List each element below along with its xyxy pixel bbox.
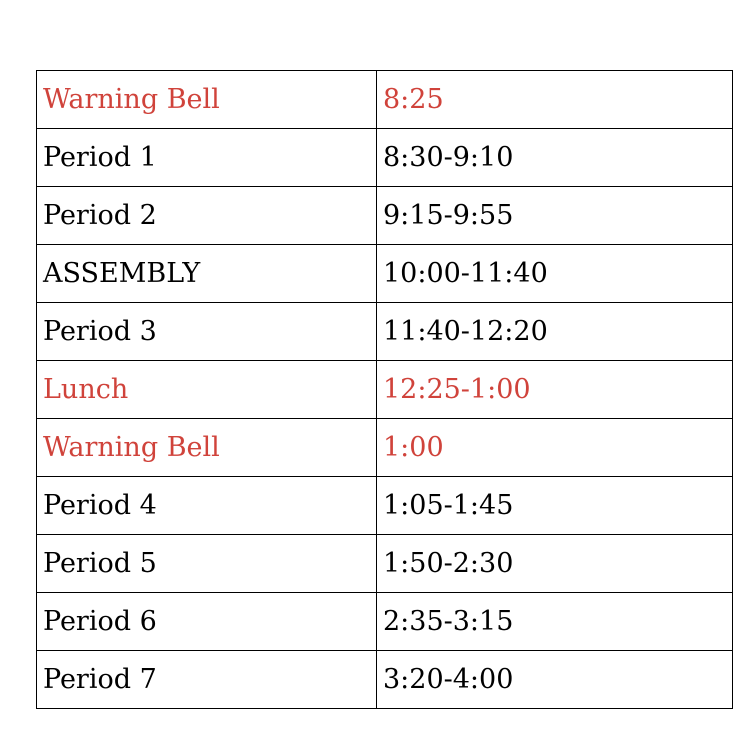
period-name-cell: Lunch	[37, 361, 377, 419]
table-row	[37, 129, 733, 187]
period-time-cell: 11:40-12:20	[377, 303, 733, 361]
period-time-cell: 9:15-9:55	[377, 187, 733, 245]
period-name-cell: Period 3	[37, 303, 377, 361]
schedule-body	[37, 71, 733, 709]
period-name-cell: Period 7	[37, 651, 377, 709]
table-row	[37, 593, 733, 651]
table-row	[37, 651, 733, 709]
period-name-cell: Warning Bell	[37, 71, 377, 129]
period-time-cell: 1:50-2:30	[377, 535, 733, 593]
period-name-cell: Period 6	[37, 593, 377, 651]
table-row	[37, 361, 733, 419]
period-name-cell: Period 1	[37, 129, 377, 187]
period-name-cell: Period 2	[37, 187, 377, 245]
period-name-cell: Period 4	[37, 477, 377, 535]
period-time-cell: 8:25	[377, 71, 733, 129]
table-row	[37, 477, 733, 535]
period-time-cell: 3:20-4:00	[377, 651, 733, 709]
period-name-cell: Warning Bell	[37, 419, 377, 477]
period-time-cell: 8:30-9:10	[377, 129, 733, 187]
period-time-cell: 1:00	[377, 419, 733, 477]
period-name-cell: ASSEMBLY	[37, 245, 377, 303]
table-row	[37, 187, 733, 245]
period-time-cell: 12:25-1:00	[377, 361, 733, 419]
table-row	[37, 303, 733, 361]
period-name-cell: Period 5	[37, 535, 377, 593]
period-time-cell: 10:00-11:40	[377, 245, 733, 303]
table-row	[37, 535, 733, 593]
period-time-cell: 2:35-3:15	[377, 593, 733, 651]
bell-schedule-table	[36, 70, 733, 709]
table-row	[37, 71, 733, 129]
table-row	[37, 245, 733, 303]
period-time-cell: 1:05-1:45	[377, 477, 733, 535]
table-row	[37, 419, 733, 477]
